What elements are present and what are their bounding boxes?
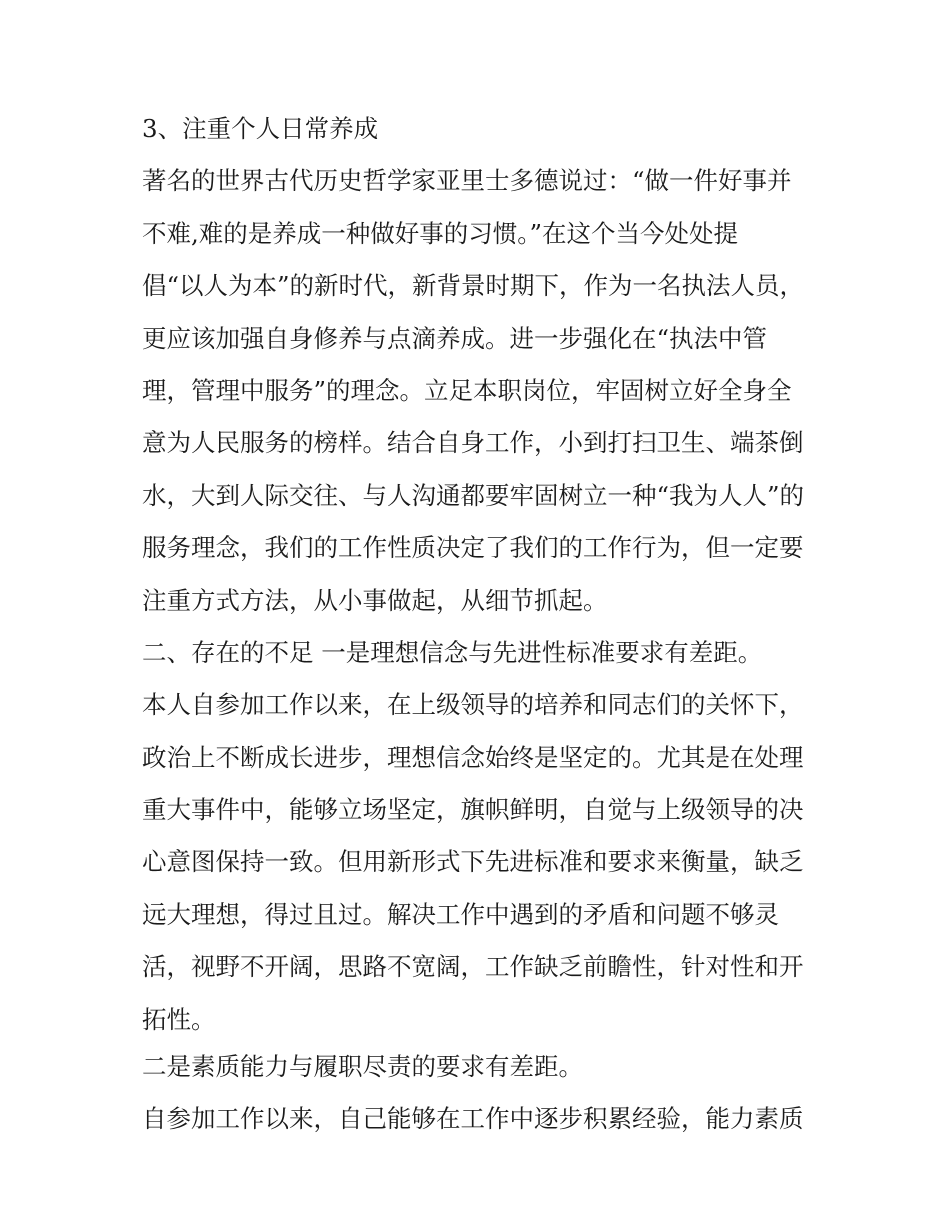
- text-line: 活，视野不开阔，思路不宽阔，工作缺乏前瞻性，针对性和开: [142, 952, 804, 982]
- text-line: 意为人民服务的榜样。结合自身工作，小到打扫卫生、端茶倒: [142, 428, 804, 458]
- text-line: 远大理想，得过且过。解决工作中遇到的矛盾和问题不够灵: [142, 899, 779, 929]
- subsection-heading: 二是素质能力与履职尽责的要求有差距。: [142, 1051, 583, 1081]
- document-body: [142, 109, 822, 1151]
- text-line: 理，管理中服务”的理念。立足本职岗位，牢固树立好全身全: [142, 375, 792, 405]
- text-line: 政治上不断成长进步，理想信念始终是坚定的。尤其是在处理: [142, 742, 804, 772]
- text-line: 注重方式方法，从小事做起，从细节抓起。: [142, 585, 608, 615]
- text-line: 服务理念，我们的工作性质决定了我们的工作行为，但一定要: [142, 533, 804, 563]
- text-line: 著名的世界古代历史哲学家亚里士多德说过：“做一件好事并: [142, 166, 792, 196]
- text-line: 倡“以人为本”的新时代，新背景时期下，作为一名执法人员，: [142, 271, 805, 301]
- text-line: 更应该加强自身修养与点滴养成。进一步强化在“执法中管: [142, 323, 768, 353]
- text-line: 自参加工作以来，自己能够在工作中逐步积累经验，能力素质: [142, 1104, 804, 1134]
- text-line: 重大事件中，能够立场坚定，旗帜鲜明，自觉与上级领导的决: [142, 795, 804, 825]
- text-line: 不难,难的是养成一种做好事的习惯。”在这个当今处处提: [142, 218, 739, 248]
- text-line: 心意图保持一致。但用新形式下先进标准和要求来衡量，缺乏: [142, 847, 804, 877]
- section-heading: 二、存在的不足 一是理想信念与先进性标准要求有差距。: [142, 637, 763, 667]
- text-line: 本人自参加工作以来，在上级领导的培养和同志们的关怀下，: [142, 690, 804, 720]
- text-line: 水，大到人际交往、与人沟通都要牢固树立一种“我为人人”的: [142, 480, 805, 510]
- text-line: 3、注重个人日常养成: [142, 114, 379, 143]
- text-line: 拓性。: [142, 1004, 216, 1034]
